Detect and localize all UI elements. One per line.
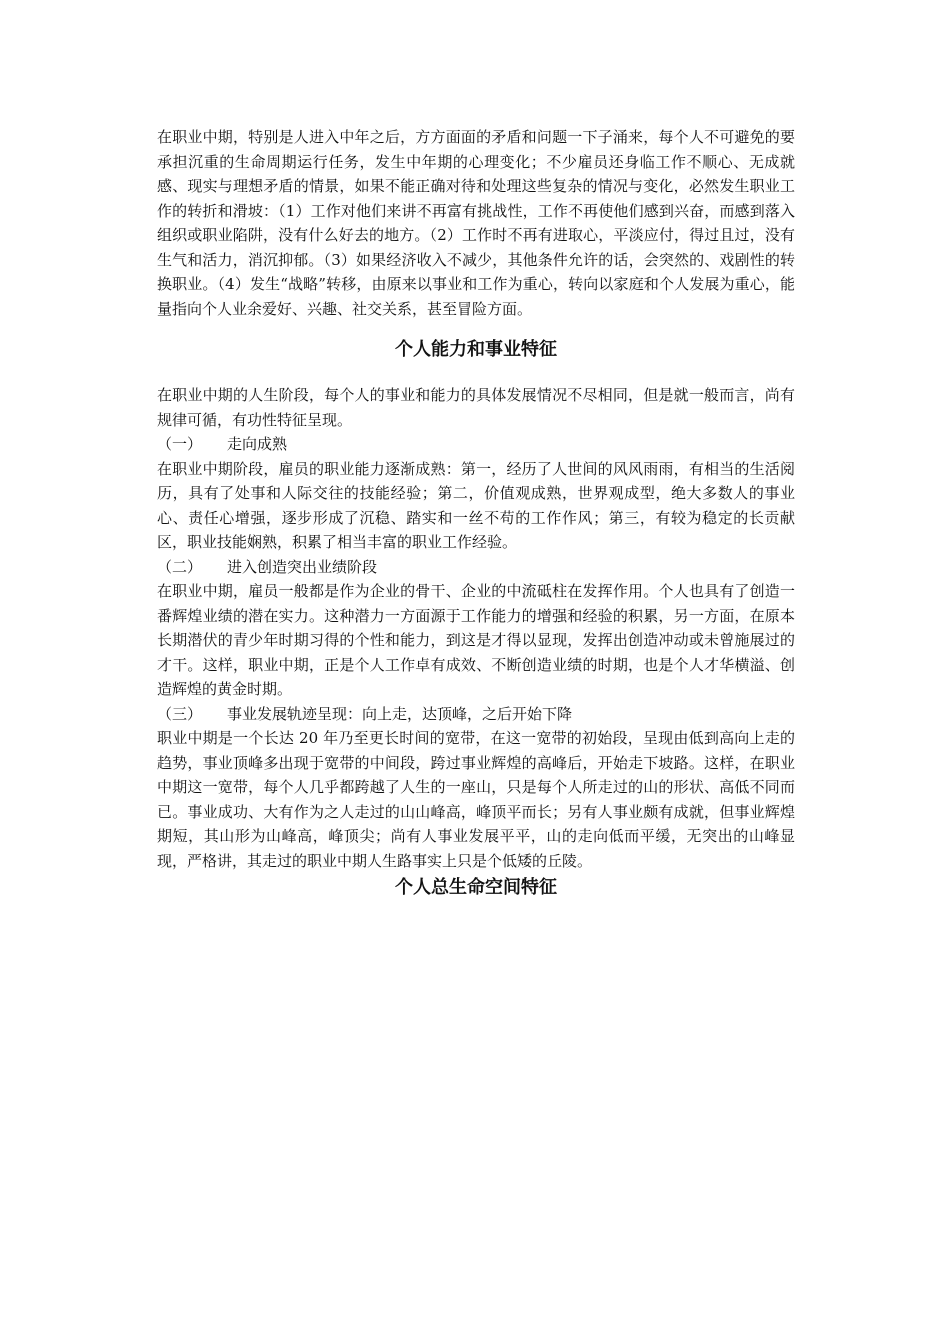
section-heading-life-space: 个人总生命空间特征 xyxy=(395,877,557,898)
subsection-title: 进入创造突出业绩阶段 xyxy=(227,557,378,576)
subsection-body-2: 在职业中期，雇员一般都是作为企业的骨干、企业的中流砥柱在发挥作用。个人也具有了创造一番辉煌业绩的潜在实力。这种潜力一方面源于工作能力的增强和经验的积累，另一方面，在原本长期潜伏的青少年时期习得的个性和能力，到这是才得以显现，发挥出创造冲动或未曾施展过的才干。这样，职业中期，正是个人工作卓有成效、不断创造业绩的时期，也是个人才华横溢、创造辉煌的黄金时期。 xyxy=(157,582,795,698)
subsection-number: （一） xyxy=(157,435,203,453)
subsection-title: 事业发展轨迹呈现：向上走，达顶峰，之后开始下降 xyxy=(227,704,573,723)
subsection-heading-1 xyxy=(157,432,795,457)
subsection-body-3: 职业中期是一个长达 20 年乃至更长时间的宽带，在这一宽带的初始段，呈现由低到高向上走的趋势，事业顶峰多出现于宽带的中间段，跨过事业辉煌的高峰后，开始走下坡路。这样，在职业中期这一宽带，每个人几乎都跨越了人生的一座山，只是每个人所走过的山的形状、高低不同而已。事业成功、大有作为之人走过的山山峰高，峰顶平而长；另有人事业颇有成就，但事业辉煌期短，其山形为山峰高，峰顶尖；尚有人事业发展平平，山的走向低而平缓，无突出的山峰显现，严格讲，其走过的职业中期人生路事实上只是个低矮的丘陵。 xyxy=(157,729,795,870)
subsection-number: （二） xyxy=(157,557,203,576)
subsection-heading-3 xyxy=(157,702,795,727)
subsection-heading-2 xyxy=(157,555,795,580)
subsection-title: 走向成熟 xyxy=(227,435,288,453)
subsection-number: （三） xyxy=(157,704,203,723)
subsection-body-1: 在职业中期阶段，雇员的职业能力逐渐成熟：第一，经历了人世间的风风雨雨，有相当的生活阅历，具有了处事和人际交往的技能经验；第二，价值观成熟，世界观成型，绝大多数人的事业心、责任心增强，逐步形成了沉稳、踏实和一丝不苟的工作作风；第三，有较为稳定的长贡献区，职业技能娴熟，积累了相当丰富的职业工作经验。 xyxy=(157,459,795,551)
section-heading-ability: 个人能力和事业特征 xyxy=(395,339,557,360)
document-page xyxy=(157,125,795,901)
intro-paragraph: 在职业中期，特别是人进入中年之后，方方面面的矛盾和问题一下子涌来，每个人不可避免的要承担沉重的生命周期运行任务，发生中年期的心理变化；不少雇员还身临工作不顺心、无成就感、现实与理想矛盾的情景，如果不能正确对待和处理这些复杂的情况与变化，必然发生职业工作的转折和滑坡：（1）工作对他们来讲不再富有挑战性，工作不再使他们感到兴奋，而感到落入组织或职业陷阱，没有什么好去的地方。（2）工作时不再有进取心，平淡应付，得过且过，没有生气和活力，消沉抑郁。（3）如果经济收入不减少，其他条件允许的话，会突然的、戏剧性的转换职业。（4）发生“战略”转移，由原来以事业和工作为重心，转向以家庭和个人发展为重心，能量指向个人业余爱好、兴趣、社交关系，甚至冒险方面。 xyxy=(157,128,795,318)
section1-lead-paragraph: 在职业中期的人生阶段，每个人的事业和能力的具体发展情况不尽相同，但是就一般而言，尚有规律可循，有功性特征呈现。 xyxy=(157,386,795,429)
